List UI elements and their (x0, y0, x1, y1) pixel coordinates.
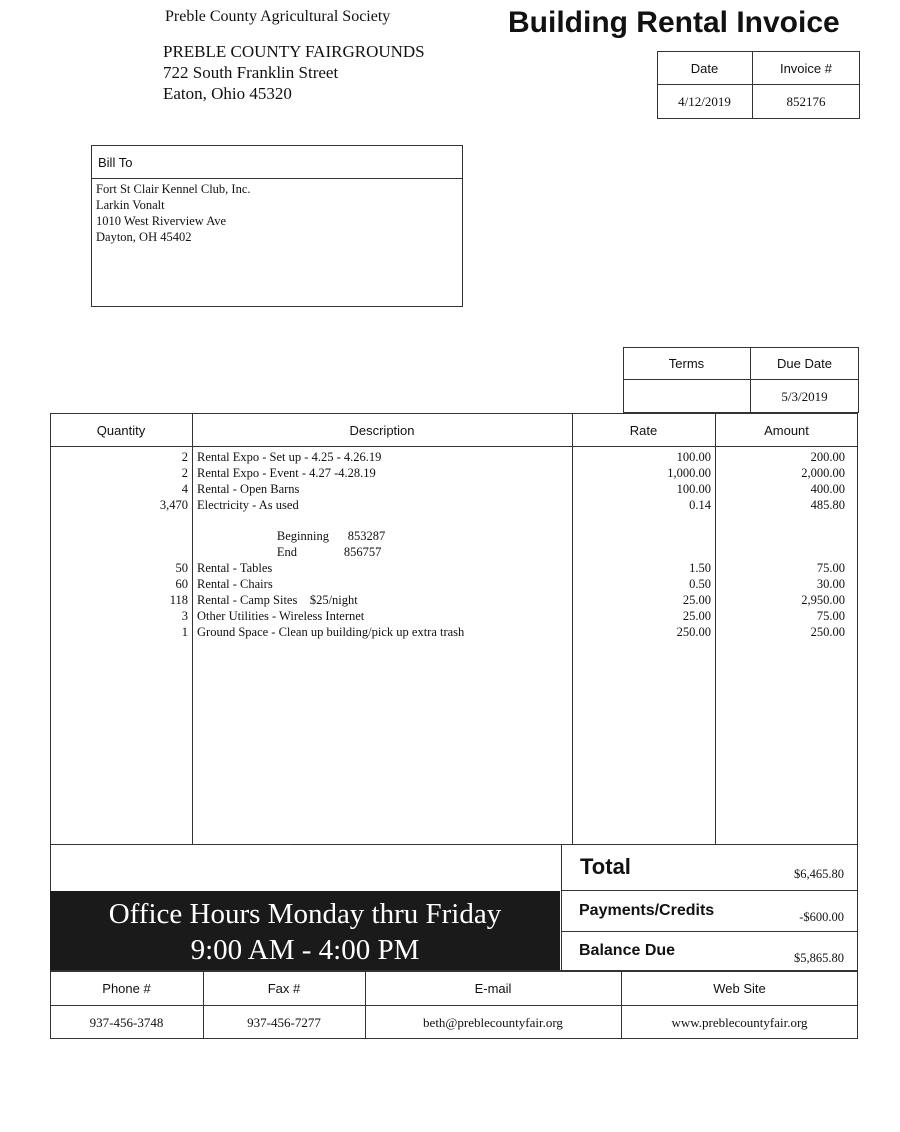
phone-label: Phone # (102, 981, 151, 996)
row-description: Rental - Open Barns (197, 482, 300, 496)
divider (561, 890, 858, 891)
row-amount: 485.80 (810, 498, 845, 512)
row-rate: 1.50 (689, 561, 711, 575)
row-amount: 75.00 (816, 561, 845, 575)
row-quantity: 3,470 (159, 498, 188, 512)
email-address[interactable]: beth@preblecountyfair.org (423, 1015, 563, 1030)
bill-to-line: Fort St Clair Kennel Club, Inc. (96, 182, 251, 196)
row-rate: 0.14 (689, 498, 711, 512)
row-amount: 2,950.00 (801, 593, 845, 607)
payments-credits-label: Payments/Credits (579, 902, 715, 919)
row-amount: 2,000.00 (801, 466, 845, 480)
row-rate: 25.00 (682, 609, 711, 623)
divider (715, 413, 716, 845)
column-header-description: Description (349, 423, 415, 438)
column-header-rate: Rate (629, 423, 658, 438)
divider (657, 84, 860, 85)
row-quantity: 60 (175, 577, 188, 591)
row-amount: 400.00 (810, 482, 845, 496)
row-description: Other Utilities - Wireless Internet (197, 609, 365, 623)
row-rate: 100.00 (676, 450, 711, 464)
due-date-label: Due Date (777, 356, 832, 371)
organization-address (163, 41, 425, 104)
office-hours-times: 9:00 AM - 4:00 PM (190, 934, 420, 966)
date-label: Date (690, 61, 719, 76)
row-amount: 75.00 (816, 609, 845, 623)
row-quantity: 3 (181, 609, 188, 623)
total-label: Total (580, 854, 631, 879)
divider (561, 931, 858, 932)
website-url[interactable]: www.preblecountyfair.org (671, 1015, 808, 1030)
balance-due-value: $5,865.80 (794, 951, 844, 965)
bill-to-line: 1010 West Riverview Ave (96, 214, 227, 228)
bill-to-address (96, 181, 251, 245)
row-quantity: 2 (181, 466, 188, 480)
row-description: Rental Expo - Event - 4.27 -4.28.19 (197, 466, 376, 480)
row-amount: 200.00 (810, 450, 845, 464)
terms-label: Terms (668, 356, 705, 371)
bill-to-label: Bill To (98, 155, 133, 170)
address-line: Eaton, Ohio 45320 (163, 84, 292, 103)
row-amount: 250.00 (810, 625, 845, 639)
invoice-date: 4/12/2019 (678, 94, 731, 109)
row-quantity: 2 (181, 450, 188, 464)
total-value: $6,465.80 (794, 867, 844, 881)
fax-number: 937-456-7277 (247, 1015, 321, 1030)
invoice-number-label: Invoice # (779, 61, 833, 76)
row-quantity: 1 (181, 625, 188, 639)
meter-end-reading: End 856757 (230, 545, 382, 559)
row-description: Ground Space - Clean up building/pick up extra trash (197, 625, 465, 639)
office-hours-banner (50, 891, 560, 970)
divider (623, 379, 859, 380)
row-description: Rental - Chairs (197, 577, 273, 591)
divider (50, 1005, 858, 1006)
invoice-number: 852176 (786, 94, 826, 109)
row-rate: 1,000.00 (667, 466, 711, 480)
fax-label: Fax # (267, 981, 301, 996)
row-description: Rental Expo - Set up - 4.25 - 4.26.19 (197, 450, 382, 464)
address-line: PREBLE COUNTY FAIRGROUNDS (163, 42, 425, 61)
row-rate: 100.00 (676, 482, 711, 496)
row-rate: 0.50 (689, 577, 711, 591)
divider (561, 844, 562, 971)
balance-due-label: Balance Due (579, 942, 676, 959)
due-date: 5/3/2019 (781, 389, 828, 404)
row-rate: 25.00 (682, 593, 711, 607)
row-quantity: 4 (181, 482, 188, 496)
row-description: Rental - Tables (197, 561, 273, 575)
meter-beginning-reading: Beginning 853287 (230, 529, 386, 543)
phone-number: 937-456-3748 (89, 1015, 164, 1030)
row-quantity: 50 (175, 561, 188, 575)
office-hours-days: Office Hours Monday thru Friday (108, 898, 502, 930)
column-header-quantity: Quantity (96, 423, 146, 438)
column-header-amount: Amount (764, 423, 809, 438)
divider (572, 413, 573, 845)
row-amount: 30.00 (816, 577, 845, 591)
email-label: E-mail (474, 981, 512, 996)
organization-name: Preble County Agricultural Society (165, 8, 391, 25)
divider (192, 413, 193, 845)
bill-to-line: Larkin Vonalt (96, 198, 165, 212)
payments-credits-value: -$600.00 (799, 910, 844, 924)
bill-to-line: Dayton, OH 45402 (96, 230, 192, 244)
address-line: 722 South Franklin Street (163, 63, 339, 82)
row-quantity: 118 (169, 593, 188, 607)
divider (91, 178, 463, 179)
row-description: Rental - Camp Sites $25/night (197, 593, 358, 607)
invoice-title: Building Rental Invoice (508, 6, 840, 39)
website-label: Web Site (713, 981, 766, 996)
row-rate: 250.00 (676, 625, 711, 639)
row-description: Electricity - As used (197, 498, 299, 512)
divider (50, 446, 858, 447)
